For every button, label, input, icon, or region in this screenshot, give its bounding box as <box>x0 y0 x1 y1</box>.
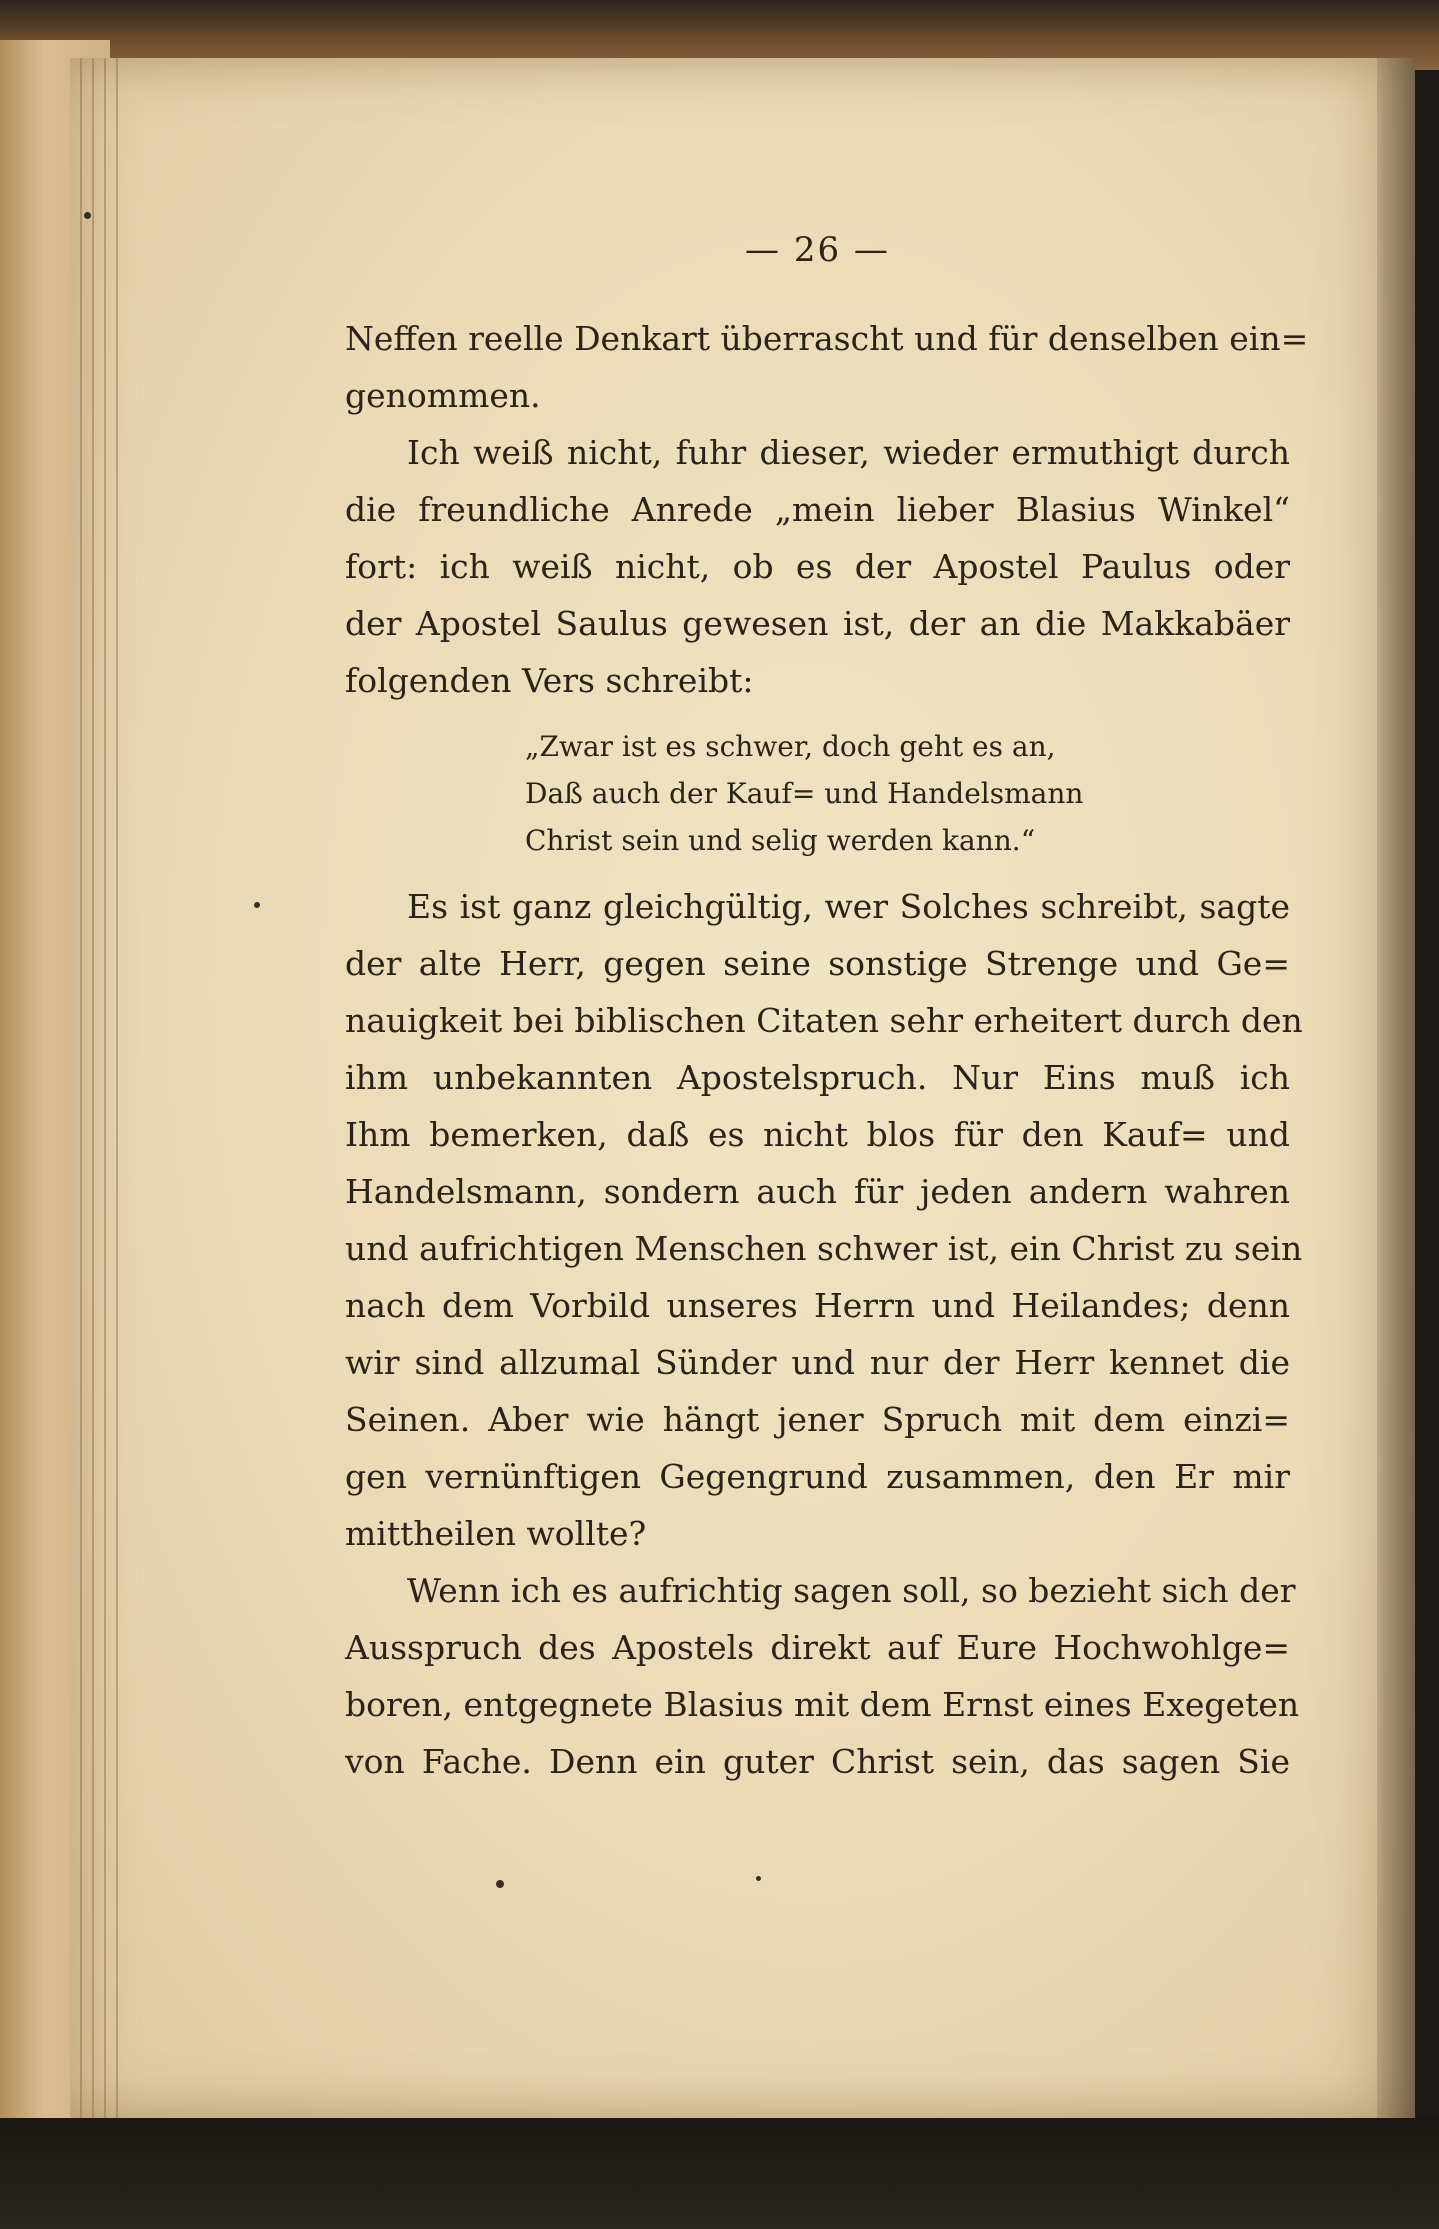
text-line: Ihm bemerken, daß es nicht blos für den Kauf= und <box>345 1115 1290 1154</box>
page-number: — 26 — <box>745 230 890 270</box>
text-line: nach dem Vorbild unseres Herrn und Heilandes; denn <box>345 1286 1290 1325</box>
text-line: wir sind allzumal Sünder und nur der Herr kennet die <box>345 1343 1290 1382</box>
text-line: Neffen reelle Denkart überrascht und für denselben ein= <box>345 319 1309 358</box>
text-line: fort: ich weiß nicht, ob es der Apostel Paulus oder <box>345 547 1290 586</box>
text-line: Ausspruch des Apostels direkt auf Eure Hochwohlge= <box>345 1628 1290 1667</box>
text-line: der Apostel Saulus gewesen ist, der an die Makkabäer <box>345 604 1290 643</box>
text-line: Wenn ich es aufrichtig sagen soll, so bezieht sich der <box>407 1571 1296 1610</box>
verse-line: Daß auch der Kauf= und Handelsmann <box>525 777 1084 810</box>
text-line: Es ist ganz gleichgültig, wer Solches schreibt, sagte <box>407 887 1290 926</box>
text-line: Seinen. Aber wie hängt jener Spruch mit dem einzi= <box>345 1400 1290 1439</box>
text-line: der alte Herr, gegen seine sonstige Strenge und Ge= <box>345 944 1290 983</box>
text-line: ihm unbekannten Apostelspruch. Nur Eins muß ich <box>345 1058 1290 1097</box>
text-line: folgenden Vers schreibt: <box>345 661 754 700</box>
page-edge-line <box>104 58 106 2118</box>
text-line: nauigkeit bei biblischen Citaten sehr erheitert durch den <box>345 1001 1303 1040</box>
ink-spot <box>84 212 91 219</box>
verse-line: „Zwar ist es schwer, doch geht es an, <box>525 730 1056 763</box>
text-line: von Fache. Denn ein guter Christ sein, das sagen Sie <box>345 1742 1290 1781</box>
page-edge-line <box>92 58 94 2118</box>
ink-spot <box>496 1880 504 1888</box>
ink-spot <box>756 1876 761 1881</box>
ink-spot <box>254 902 260 908</box>
text-line: Handelsmann, sondern auch für jeden andern wahren <box>345 1172 1290 1211</box>
text-line: Ich weiß nicht, fuhr dieser, wieder ermuthigt durch <box>407 433 1290 472</box>
verse-line: Christ sein und selig werden kann.“ <box>525 824 1036 857</box>
paragraph <box>345 310 1309 424</box>
text-line: gen vernünftigen Gegengrund zusammen, den Er mir <box>345 1457 1290 1496</box>
text-line: boren, entgegnete Blasius mit dem Ernst eines Exegeten <box>345 1685 1300 1724</box>
page-binding-shadow <box>1377 58 1415 2118</box>
text-line: genommen. <box>345 376 541 415</box>
text-line: und aufrichtigen Menschen schwer ist, ein Christ zu sein <box>345 1229 1303 1268</box>
text-line: mittheilen wollte? <box>345 1514 647 1553</box>
page-text <box>345 230 1309 1790</box>
page-edge-line <box>80 58 82 2118</box>
background-bottom <box>0 2118 1439 2229</box>
paragraph <box>345 1562 1300 1790</box>
paragraph <box>345 424 1290 709</box>
paragraph <box>345 878 1303 1562</box>
text-line: die freundliche Anrede „mein lieber Blasius Winkel“ <box>345 490 1290 529</box>
page-edge-line <box>116 58 118 2118</box>
verse-quote <box>525 723 1125 864</box>
